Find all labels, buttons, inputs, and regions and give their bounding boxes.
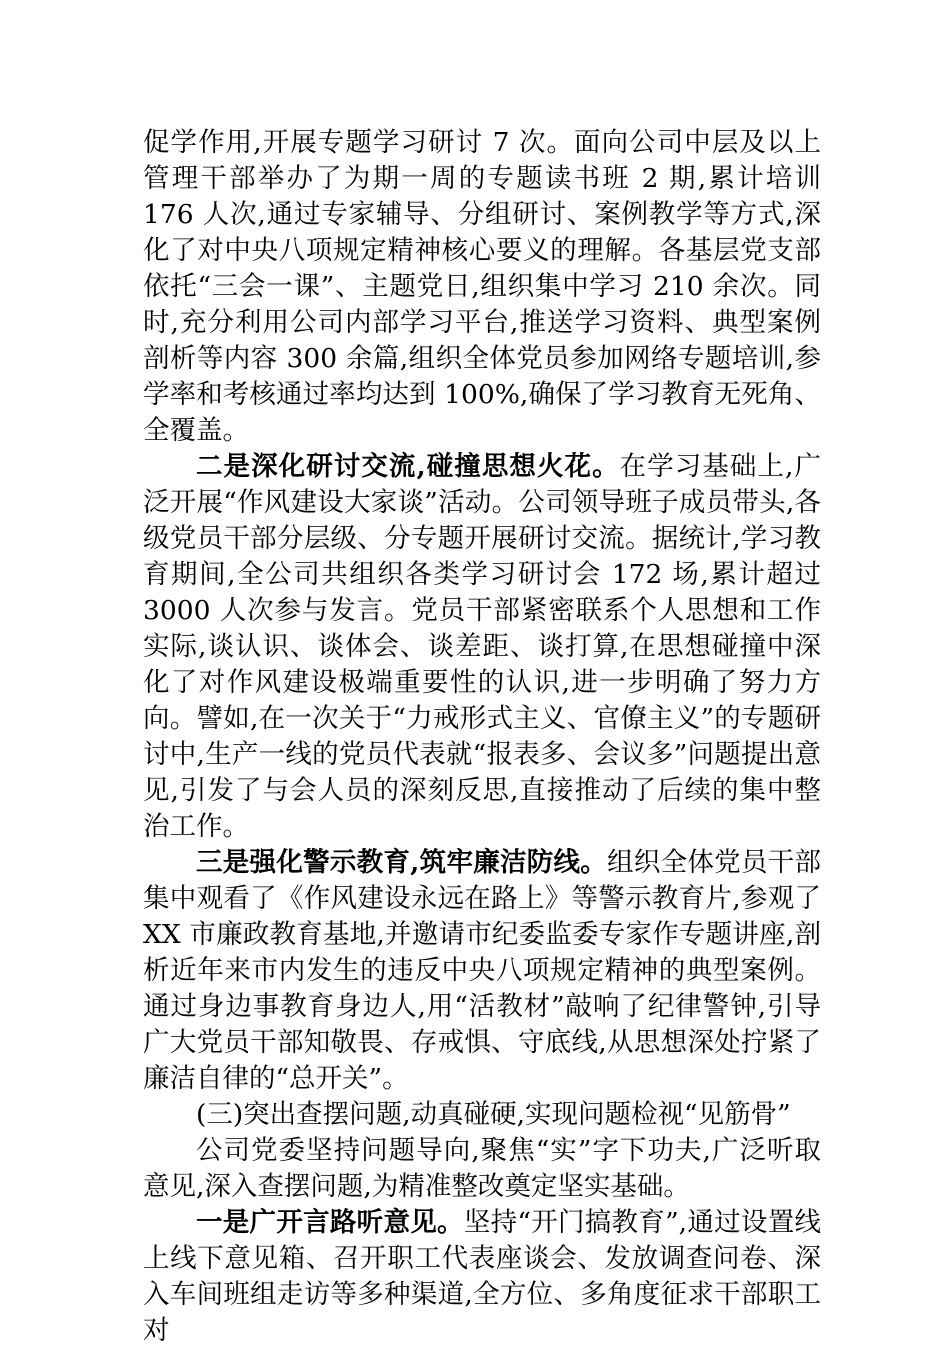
- paragraph-text: 公司党委坚持问题导向,聚焦“实”字下功夫,广泛听取意见,深入查摆问题,为精准整改奠定坚实基础。: [143, 1135, 821, 1202]
- paragraph-lead: 三是强化警示教育,筑牢廉洁防线。: [196, 847, 608, 878]
- section-heading-text: (三)突出查摆问题,动真碰硬,实现问题检视“见筋骨”: [196, 1099, 791, 1130]
- paragraph-lead: 一是广开言路听意见。: [196, 1207, 464, 1238]
- paragraph-study-activities: [143, 125, 821, 449]
- paragraph-problem-orientation: [143, 1133, 821, 1205]
- paragraph-text: 在学习基础上,广泛开展“作风建设大家谈”活动。公司领导班子成员带头,各级党员干部分层级、分专题开展研讨交流。据统计,学习教育期间,全公司共组织各类学习研讨会 172 场,累计超过 3000 人次参与发言。党员干部紧密联系个人思想和工作实际,谈认识、谈体会、谈差距、谈打算,在思想碰撞中深化了对作风建设极端重要性的认识,进一步明确了努力方向。譬如,在一次关于“力戒形式主义、官僚主义”的专题研讨中,生产一线的党员代表就“报表多、会议多”问题提出意见,引发了与会人员的深刻反思,直接推动了后续的集中整治工作。: [143, 451, 821, 842]
- paragraph-solicit-opinions: [143, 1205, 821, 1349]
- paragraph-text: 坚持“开门搞教育”,通过设置线上线下意见箱、召开职工代表座谈会、发放调查问卷、深入车间班组走访等多种渠道,全方位、多角度征求干部职工对: [143, 1207, 821, 1346]
- paragraph-text: 促学作用,开展专题学习研讨 7 次。面向公司中层及以上管理干部举办了为期一周的专题读书班 2 期,累计培训 176 人次,通过专家辅导、分组研讨、案例教学等方式,深化了对中央八项规定精神核心要义的理解。各基层党支部依托“三会一课”、主题党日,组织集中学习 210 余次。同时,充分利用公司内部学习平台,推送学习资料、典型案例剖析等内容 300 余篇,组织全体党员参加网络专题培训,参学率和考核通过率均达到 100%,确保了学习教育无死角、全覆盖。: [143, 127, 821, 446]
- paragraph-text: 组织全体党员干部集中观看了《作风建设永远在路上》等警示教育片,参观了 XX 市廉政教育基地,并邀请市纪委监委专家作专题讲座,剖析近年来市内发生的违反中央八项规定精神的典型案例。通过身边事教育身边人,用“活教材”敲响了纪律警钟,引导广大党员干部知敬畏、存戒惧、守底线,从思想深处拧紧了廉洁自律的“总开关”。: [143, 847, 822, 1094]
- section-heading: [143, 1097, 821, 1133]
- paragraph-warning-education: [143, 845, 821, 1097]
- document-body: [143, 125, 821, 1349]
- paragraph-lead: 二是深化研讨交流,碰撞思想火花。: [196, 451, 620, 482]
- paragraph-discussion-exchange: [143, 449, 821, 845]
